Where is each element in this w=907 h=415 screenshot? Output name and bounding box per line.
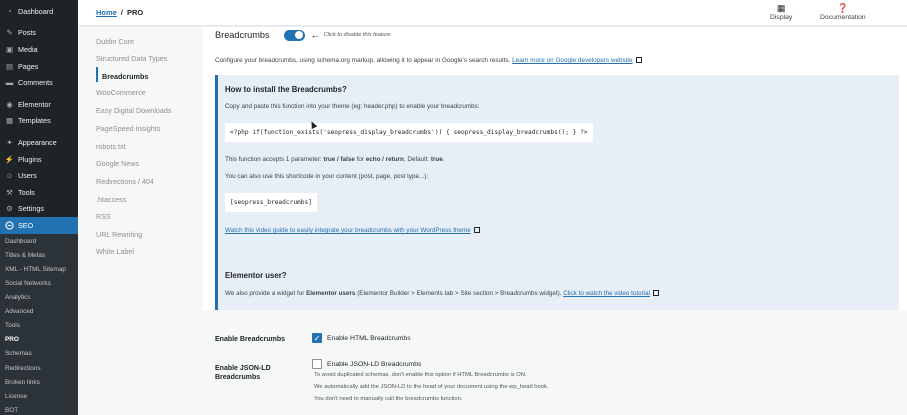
shortcode-intro: You can also use this shortcode in your content (post, page, post type...): <box>225 173 429 180</box>
display-icon: ▦ <box>776 3 786 13</box>
plugins-icon: ⚡ <box>4 154 15 164</box>
feature-description <box>215 57 642 64</box>
external-link-icon <box>636 57 642 63</box>
function-code[interactable]: <?php if(function_exists('seopress_display_breadcrumbs')) { seopress_display_breadcrumbs(); } ?> <box>225 123 593 142</box>
jsonld-help-3: You don't need to manually call the breadcrumbs function. <box>314 396 463 402</box>
menu-label: Templates <box>18 116 51 126</box>
google-developers-link[interactable]: Learn more on Google developers website <box>512 57 633 64</box>
media-icon: ▣ <box>5 44 14 54</box>
elementor-box-title: Elementor user? <box>225 271 287 280</box>
menu-comments[interactable] <box>0 74 78 91</box>
subnav-edd[interactable]: Easy Digital Downloads <box>96 106 172 115</box>
description-text: Configure your breadcrumbs, using schema.org markup, allowing it to appear in Google's search results. <box>215 57 511 64</box>
seo-submenu-advanced[interactable]: Advanced <box>5 308 34 316</box>
seo-submenu-pro[interactable]: PRO <box>5 336 19 344</box>
comments-icon: ▬ <box>5 78 14 88</box>
top-bar <box>78 0 907 26</box>
seo-submenu-license[interactable]: License <box>5 392 28 400</box>
seo-submenu-schemas[interactable]: Schemas <box>5 350 32 358</box>
seo-submenu-redirections[interactable]: Redirections <box>5 364 41 372</box>
menu-elementor[interactable] <box>0 96 78 113</box>
param-end: . <box>442 156 445 163</box>
menu-pages[interactable] <box>0 58 78 75</box>
title-row <box>215 27 391 43</box>
seo-submenu-broken-links[interactable]: Broken links <box>5 378 40 386</box>
subnav-pagespeed[interactable]: PageSpeed Insights <box>96 124 161 133</box>
subnav-breadcrumbs[interactable]: Breadcrumbs <box>102 72 149 81</box>
param-true: true <box>430 156 443 163</box>
breadcrumb-separator: / <box>120 8 123 17</box>
pro-subnav <box>78 27 203 415</box>
subnav-dublin-core[interactable]: Dublin Core <box>96 37 134 46</box>
elementor-video-link[interactable]: Click to watch the video tutorial <box>563 290 650 297</box>
menu-label: Comments <box>18 78 53 88</box>
elementor-icon: ◉ <box>6 99 13 109</box>
elementor-info-box <box>215 260 899 310</box>
shortcode-code[interactable]: [seopress_breadcrumbs] <box>225 193 317 212</box>
param-default: . Default: <box>403 156 431 163</box>
menu-users[interactable] <box>0 167 78 184</box>
menu-label: Tools <box>18 187 35 197</box>
seo-icon <box>5 221 14 230</box>
templates-icon: ▦ <box>5 116 14 126</box>
param-prefix: This function accepts 1 parameter: <box>225 156 324 163</box>
subnav-google-news[interactable]: Google News <box>96 159 140 168</box>
subnav-woocommerce[interactable]: WooCommerce <box>96 88 146 97</box>
menu-plugins[interactable] <box>0 151 78 168</box>
subnav-htaccess[interactable]: .htaccess <box>96 195 127 204</box>
arrow-left-icon: ← <box>310 30 320 40</box>
elementor-suffix: (Elementor Builder > Elements tab > Site section > Breadcrumbs widget). <box>355 290 564 297</box>
seo-submenu-social[interactable]: Social Networks <box>5 279 51 287</box>
menu-label: Plugins <box>18 154 42 164</box>
admin-sidebar <box>0 0 78 415</box>
external-link-icon <box>474 227 480 233</box>
menu-label: Dashboard <box>18 6 54 16</box>
enable-html-breadcrumbs-checkbox[interactable]: ✓ <box>313 334 321 343</box>
install-intro: Copy and paste this function into your theme (eg: header.php) to enable your breadcrumbs: <box>225 103 480 110</box>
menu-label: Appearance <box>18 137 57 147</box>
jsonld-breadcrumbs-label: Enable JSON-LD Breadcrumbs <box>215 365 271 381</box>
menu-label: Posts <box>18 28 36 38</box>
toggle-hint: Click to disable this feature <box>323 32 391 38</box>
enable-breadcrumbs-label: Enable Breadcrumbs <box>215 336 286 343</box>
seo-submenu <box>0 234 78 415</box>
video-guide-link[interactable]: Watch this video guide to easily integrate your breadcrumbs with your WordPress theme <box>225 227 471 234</box>
settings-icon: ⚙ <box>6 204 13 214</box>
menu-media[interactable] <box>0 41 78 58</box>
subnav-redirections[interactable]: Redirections / 404 <box>96 177 154 186</box>
param-text <box>225 156 444 163</box>
menu-templates[interactable] <box>0 113 78 130</box>
menu-label: Settings <box>18 204 44 214</box>
breadcrumb <box>96 8 143 17</box>
menu-appearance[interactable] <box>0 134 78 151</box>
seo-submenu-titles[interactable]: Titles & Metas <box>5 251 46 259</box>
breadcrumb-settings <box>203 310 907 415</box>
menu-label: Pages <box>18 61 39 71</box>
documentation-label: Documentation <box>820 14 866 21</box>
jsonld-help-1: To avoid duplicated schemas, don't enable this option if HTML Breadcrumbs is ON. <box>314 372 527 378</box>
menu-label: Media <box>18 44 38 54</box>
seo-submenu-tools[interactable]: Tools <box>5 322 20 330</box>
breadcrumb-home-link[interactable]: Home <box>96 8 117 17</box>
jsonld-help-2: We automatically add the JSON-LD to the head of your document using the wp_head hook. <box>314 384 549 390</box>
seo-submenu-dashboard[interactable]: Dashboard <box>5 237 37 245</box>
tools-icon: ⚒ <box>6 187 13 197</box>
menu-label: Elementor <box>18 99 51 109</box>
video-guide-row <box>225 227 480 234</box>
external-link-icon <box>653 290 659 296</box>
documentation-button[interactable] <box>820 3 866 21</box>
breadcrumb-current: PRO <box>126 8 144 17</box>
feature-toggle[interactable] <box>284 30 305 41</box>
elementor-prefix: We also provide a widget for <box>225 290 307 297</box>
seo-submenu-analytics[interactable]: Analytics <box>5 294 31 302</box>
display-button[interactable] <box>770 3 792 21</box>
elementor-bold: Elementor users <box>306 290 356 297</box>
menu-seo[interactable] <box>0 217 78 234</box>
param-for: for <box>354 156 366 163</box>
menu-label: SEO <box>18 221 34 231</box>
page-title: Breadcrumbs <box>215 30 270 40</box>
subnav-rss[interactable]: RSS <box>96 212 111 221</box>
subnav-robots[interactable]: robots.txt <box>96 142 126 151</box>
subnav-structured-data[interactable]: Structured Data Types <box>96 54 168 63</box>
help-icon: ❓ <box>837 3 849 13</box>
menu-posts[interactable] <box>0 25 78 42</box>
param-values: true / false <box>323 156 355 163</box>
install-info-box <box>215 75 899 269</box>
appearance-icon: ✦ <box>6 137 13 147</box>
dashboard-icon: ◔ <box>7 6 12 16</box>
install-box-title: How to install the Breadcrumbs? <box>225 85 347 94</box>
menu-label: Users <box>18 171 37 181</box>
enable-jsonld-breadcrumbs-checkbox[interactable] <box>312 359 322 369</box>
pages-icon: ▤ <box>5 61 14 71</box>
seo-submenu-sitemap[interactable]: XML - HTML Sitemap <box>5 265 66 273</box>
menu-settings[interactable] <box>0 201 78 218</box>
menu-dashboard[interactable] <box>0 3 78 20</box>
elementor-box-text <box>225 290 659 297</box>
subnav-url-rewriting[interactable]: URL Rewriting <box>96 230 143 239</box>
display-label: Display <box>770 14 793 21</box>
subnav-active-indicator <box>96 67 98 82</box>
seo-submenu-bot[interactable]: BOT <box>5 406 19 414</box>
subnav-white-label[interactable]: White Label <box>96 247 134 256</box>
param-echo: echo / return <box>365 156 404 163</box>
enable-html-breadcrumbs-label[interactable]: Enable HTML Breadcrumbs <box>327 335 411 342</box>
enable-jsonld-breadcrumbs-label[interactable]: Enable JSON-LD Breadcrumbs <box>327 361 422 368</box>
users-icon: ☺ <box>5 171 14 181</box>
menu-tools[interactable] <box>0 184 78 201</box>
toggle-knob <box>295 31 303 39</box>
posts-icon: ✎ <box>6 28 13 38</box>
